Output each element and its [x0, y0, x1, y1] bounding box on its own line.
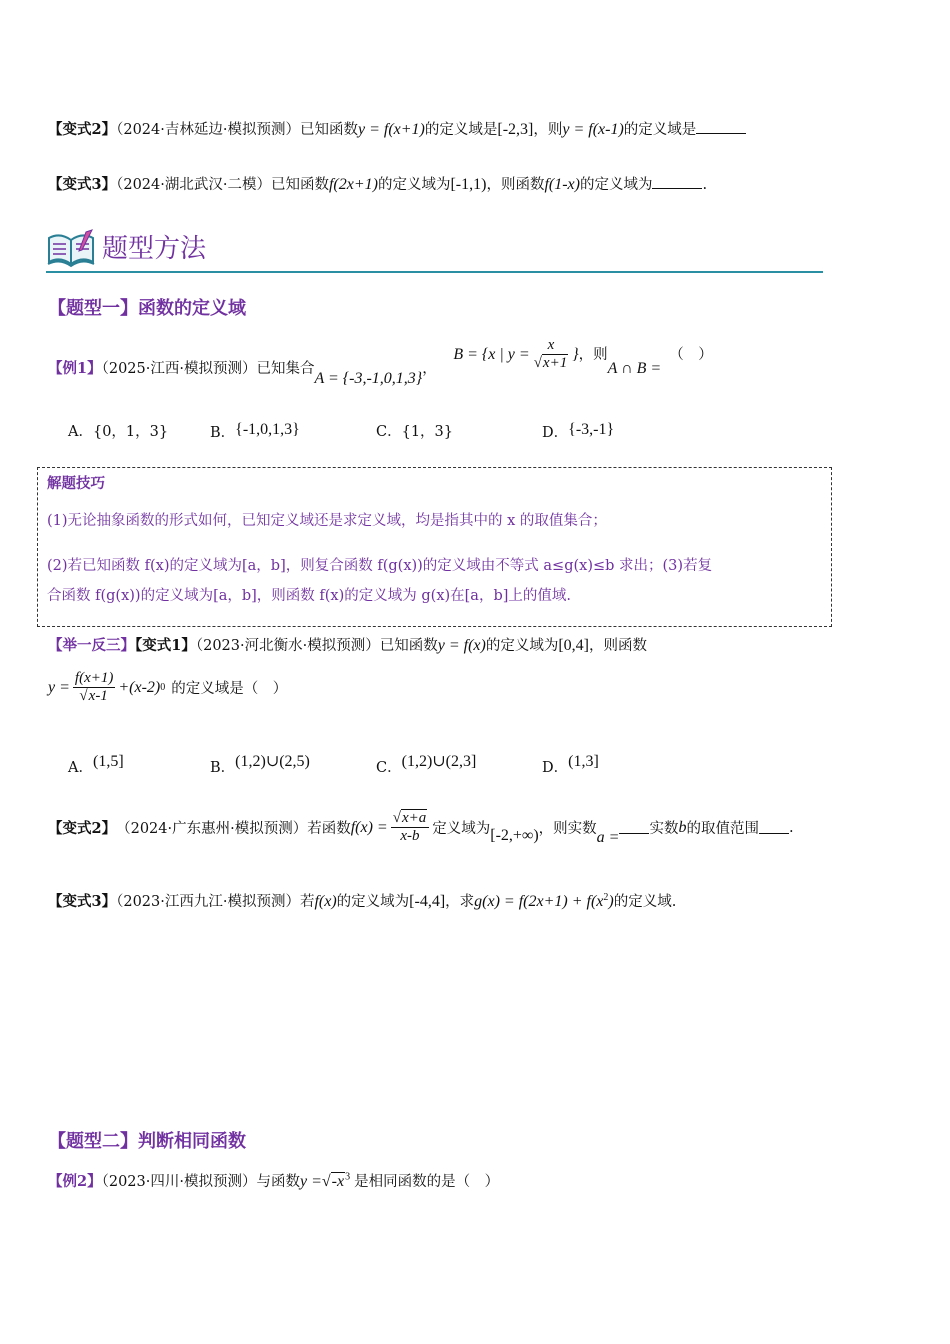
variant-tag: 【变式3】 [48, 893, 117, 910]
fraction [73, 670, 115, 705]
text: . [702, 177, 708, 193]
math: [-2,+∞) [490, 826, 539, 844]
radicand: x+a [401, 810, 427, 826]
answer-blank[interactable] [696, 121, 746, 134]
heading-type-two: 【题型二】判断相同函数 [48, 1131, 246, 1152]
practice1-option-a[interactable] [68, 750, 124, 776]
fraction [532, 337, 571, 372]
option-text: {-3,-1} [568, 421, 615, 438]
text: 的定义域为 [377, 177, 451, 193]
math: +(x-2) [118, 678, 161, 696]
text: 已知集合 [256, 360, 315, 377]
option-text: {1，3} [401, 424, 454, 440]
text: 若函数 [307, 821, 351, 837]
text: 的定义域是 [424, 122, 498, 138]
fraction [391, 810, 430, 845]
text: 已知函数 [379, 638, 438, 654]
radicand: x+1 [542, 355, 568, 371]
practice1-option-c[interactable] [376, 750, 477, 776]
practice-variant1 [48, 634, 647, 655]
example1-option-b[interactable] [210, 418, 300, 439]
source: （2023·江西九江·模拟预测） [116, 894, 300, 910]
math: y = f(x-1) [562, 121, 624, 138]
source: （2023·四川·模拟预测） [101, 1174, 257, 1190]
tips-point-2b: 合函数 f(g(x))的定义域为[a，b]，则函数 f(x)的定义域为 g(x)在[a，b]上的值域. [47, 588, 572, 604]
option-label: D． [542, 425, 569, 441]
example-tag: 【例2】 [48, 1173, 102, 1190]
option-label: B． [210, 760, 236, 776]
math: ) [608, 893, 614, 910]
open-book-icon [46, 228, 96, 268]
set-b [453, 337, 578, 372]
text: ，则实数 [538, 821, 597, 837]
text: 的定义域是 [623, 122, 697, 138]
variant2-mid [48, 810, 794, 845]
tips-title: 解题技巧 [47, 476, 105, 492]
denominator: x-b [400, 828, 420, 844]
radicand: x-1 [88, 688, 108, 704]
example1 [48, 337, 713, 387]
section-divider [46, 271, 823, 273]
heading-type-one: 【题型一】函数的定义域 [48, 298, 246, 319]
option-text: (1,2)∪(2,5) [235, 753, 310, 770]
option-label: C． [376, 424, 402, 440]
numerator: f(x+1) [74, 670, 114, 686]
option-label: C． [376, 760, 402, 776]
answer-blank-b[interactable] [759, 821, 789, 834]
text: 的定义域为 [336, 894, 410, 910]
exponent: 3 [345, 1171, 351, 1183]
math: y = [299, 1173, 322, 1190]
math: f(x) = [350, 818, 388, 836]
text: 已知函数 [270, 177, 329, 193]
example1-option-d[interactable] [542, 418, 614, 439]
solution-tips-box [37, 467, 832, 627]
text: 实数 [649, 821, 679, 837]
numerator: √x+a [391, 810, 430, 828]
math: [-4,4] [409, 893, 446, 910]
text: ，求 [445, 894, 475, 910]
example-tag: 【例1】 [48, 359, 102, 377]
set-a: A = {-3,-1,0,1,3} [314, 369, 423, 387]
text: ，则 [578, 346, 608, 363]
text: （ ） [669, 346, 713, 363]
variant3-mid [48, 890, 676, 911]
text: 定义域为 [432, 821, 491, 837]
option-label: D． [542, 760, 569, 776]
source: （2025·江西·模拟预测） [101, 360, 257, 377]
option-text: (1,2)∪(2,3] [401, 753, 477, 770]
text: 是相同函数的是（ ） [354, 1174, 500, 1190]
exponent: 2 [603, 892, 609, 904]
text: ，则函数 [588, 638, 647, 654]
variant2-top [48, 118, 746, 139]
answer-blank-a[interactable] [619, 821, 649, 834]
text: ，则函数 [486, 177, 545, 193]
section-header [46, 228, 207, 272]
example2 [48, 1170, 499, 1191]
text: 的定义域. [613, 894, 677, 910]
text: ， [422, 360, 437, 377]
source: （2023·河北衡水·模拟预测） [195, 638, 380, 654]
section-title: 题型方法 [102, 234, 207, 264]
text: 的定义域是（ ） [171, 681, 288, 697]
tips-point-1: (1)无论抽象函数的形式如何，已知定义域还是求定义域，均是指其中的 x 的取值集合； [47, 513, 607, 529]
text: . [788, 819, 794, 836]
text: 若 [299, 894, 315, 910]
math: f(x) [314, 893, 337, 910]
variant-tag: 【变式2】 [48, 820, 117, 837]
math: [-2,3] [497, 121, 534, 138]
math: f(2x+1) [328, 176, 378, 193]
example1-option-a[interactable] [68, 420, 168, 441]
variant-tag: 【变式2】 [48, 121, 117, 138]
practice1-option-b[interactable] [210, 750, 310, 776]
variant-tag: 【变式3】 [48, 176, 117, 193]
radical: $√-x^3$ [321, 1171, 351, 1190]
denominator: √x-1 [79, 688, 108, 704]
math: f(1-x) [544, 176, 580, 193]
text: ，则 [533, 122, 563, 138]
text: 已知函数 [299, 122, 358, 138]
math: B = {x | y = [453, 345, 530, 363]
math: b [678, 818, 687, 836]
math: y = f(x+1) [357, 121, 425, 138]
math: [0,4] [558, 637, 589, 654]
numerator: x [547, 337, 555, 353]
answer-blank[interactable] [652, 176, 702, 189]
source: （2024·湖北武汉·二模） [116, 177, 271, 193]
math: A ∩ B = [607, 359, 662, 377]
option-text: {-1,0,1,3} [235, 421, 300, 438]
text: 的定义域为 [579, 177, 653, 193]
practice1-option-d[interactable] [542, 750, 599, 776]
math: g(x) = f(2x+1) + f(x [474, 893, 604, 910]
example1-option-c[interactable] [376, 420, 453, 441]
source: （2024·吉林延边·模拟预测） [116, 122, 300, 138]
option-text: (1,5] [92, 753, 124, 770]
radicand: -x [331, 1173, 345, 1190]
option-label: A． [68, 760, 93, 776]
text: 与函数 [256, 1174, 300, 1190]
denominator: √x+1 [533, 355, 568, 371]
math: y = f(x) [437, 637, 486, 654]
exponent: 0 [160, 682, 166, 693]
practice-tag: 【举一反三】 [48, 637, 135, 654]
text: 的取值范围 [686, 821, 759, 837]
option-label: B． [210, 425, 236, 441]
math: [-1,1) [450, 176, 487, 193]
math: } [572, 345, 579, 363]
math: a = [596, 828, 620, 846]
practice-variant1-formula [48, 670, 287, 705]
option-text: (1,3] [568, 753, 599, 770]
math: y = [48, 678, 70, 696]
option-text: {0，1，3} [92, 424, 169, 440]
variant3-top [48, 173, 707, 194]
variant-tag: 【变式1】 [135, 637, 196, 654]
source: （2024·广东惠州·模拟预测） [116, 821, 308, 837]
option-label: A． [68, 424, 93, 440]
text: 的定义域为 [485, 638, 559, 654]
tips-point-2a: (2)若已知函数 f(x)的定义域为[a，b]，则复合函数 f(g(x))的定义域由不等式 a≤g(x)≤b 求出；(3)若复 [47, 558, 713, 574]
